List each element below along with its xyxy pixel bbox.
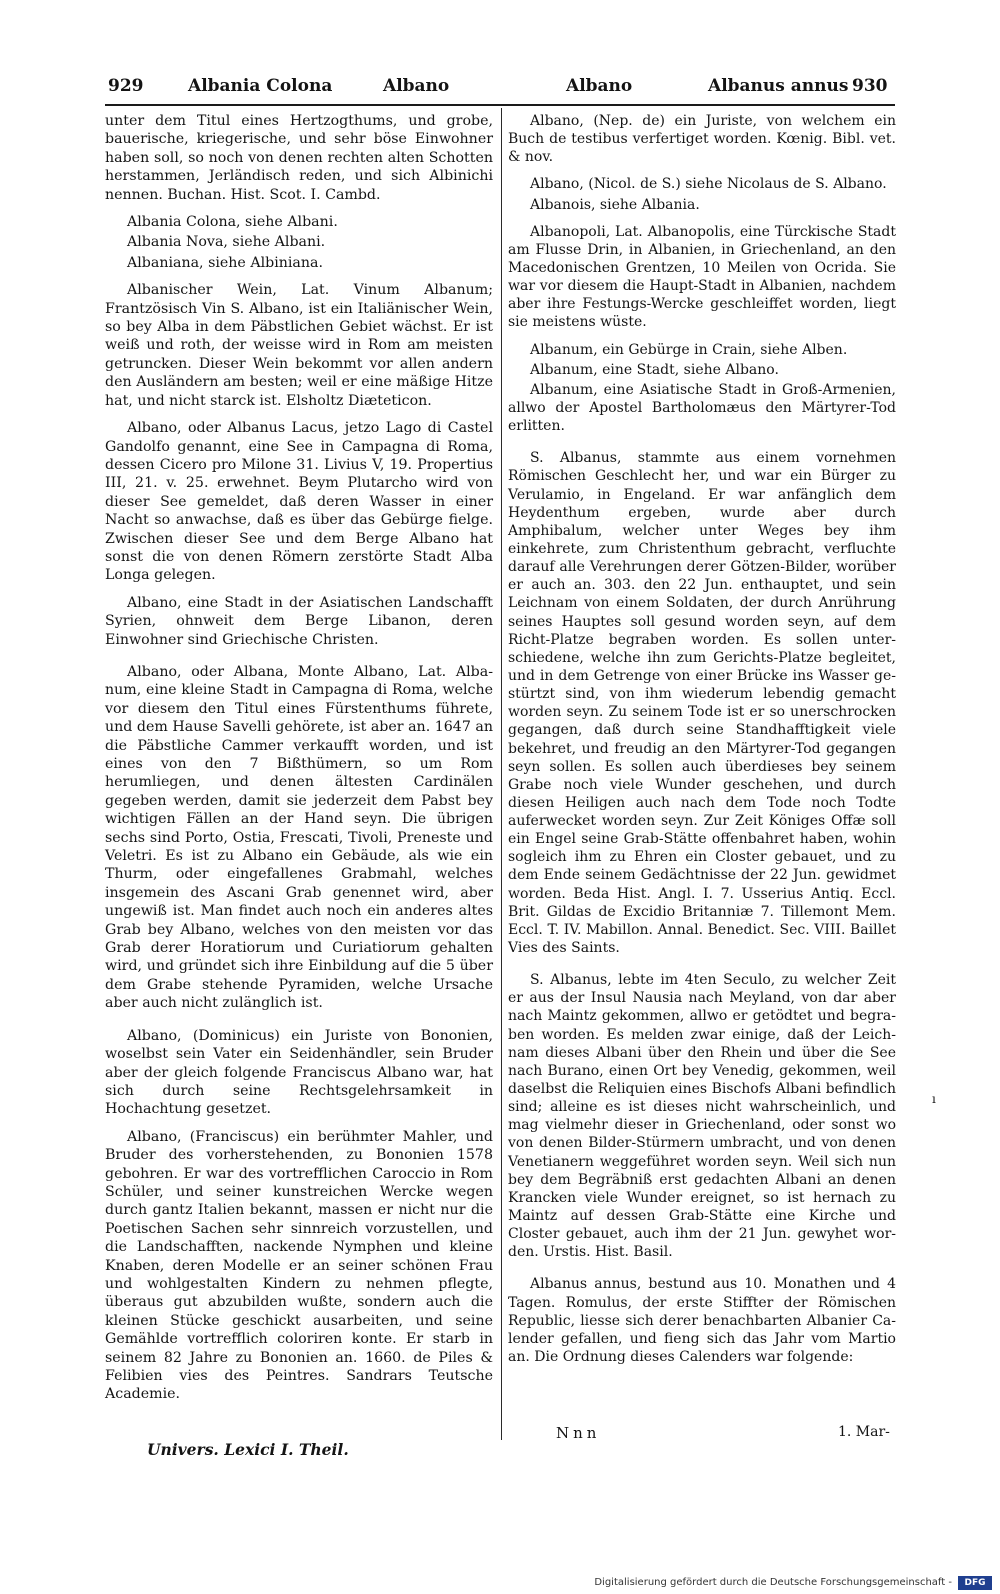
column-divider [501, 108, 502, 1440]
entry-albanopoli: Albanopoli, Lat. Albanopolis, eine Türckische Stadt am Flusse Drin, in Albanien, in Griechenland, an den Macedonischen Grentzen, 10 Meilen von Ocrida. Sie war vor diesem die Haupt-Stadt in Albanien, nachdem aber ihre Festungs-Wercke geschleiffet worden, liegt sie meistens wüste. [508, 223, 896, 331]
funding-credit: Digitalisierung gefördert durch die Deutsche Forschungsgemeinschaft - [594, 1577, 952, 1588]
left-page-number: 929 [108, 76, 144, 96]
entry-albano-franciscus: Albano, (Franciscus) ein berühmter Mahler, und Bruder des vorherstehenden, zu Bononien 1578 gebohren. Er war des vortrefflichen Caroccio in Rom Schüler, und seiner kunstreichen Wercke wegen durch gantz Italien bekannt, massen er nicht nur die Poetischen Sachen sehr sinnreich vorzustellen, und die Landschafften, nackende Nymphen und kleine Knaben, deren Modelle er an seiner schönen Frau und wohlgestalten Kindern zu nehmen pflegte, überaus gut abzubilden wußte, sondern auch die kleinen Stücke geschickt ausarbeiten, und seine Gemählde vortrefflich coloriren konte. Er starb in seinem 82 Jahre zu Bononien an. 1660. de Piles & Felibien vies des Peintres. Sandrars Teutsche Academie. [105, 1128, 493, 1403]
left-catchword-2: Albano [383, 76, 450, 96]
left-column [105, 112, 493, 1413]
entry-albanus-annus: Albanus annus, bestund aus 10. Monathen und 4 Tagen. Romulus, der erste Stiffter der Römischen Republic, liesse sich derer benachbarten Albanier Calender gefallen, und fieng sich das Jahr vom Martio an. Die Ordnung dieses Calenders war folgende: [508, 1276, 896, 1365]
gathering-mark: Nnn [556, 1424, 601, 1442]
entry-albaniana: Albaniana, siehe Albiniana. [127, 254, 323, 271]
catchword: 1. Mar- [838, 1424, 890, 1440]
running-header [100, 68, 900, 108]
entry-albano-dominicus: Albano, (Dominicus) ein Juriste von Bononien, woselbst sein Vater ein Seidenhändler, sein Bruder aber der gleich folgende Franciscus Albano war, hat sich durch seine Rechtsgelehrsamkeit in Hochachtung gesetzet. [105, 1027, 493, 1118]
entry-s-albanus-seculo: S. Albanus, lebte im 4ten Seculo, zu welcher Zeit er aus der Insul Nausia nach Meyland, von dar aber nach Maintz gekommen, allwo er getödtet und begraben worden. Es melden zwar einige, daß der Leichnam dieses Albani über den Rhein und über die See nach Burano, einen Ort bey Venedig, gekommen, weil daselbst die Reliquien eines Bischofs Albani befindlich sind; alleine es ist dieses nicht wahrscheinlich, und mag vielmehr dieser in Griechenland, oder sonst wo von denen Bilder-Stürmern umbracht, und von denen Venetianern weggeführet worden seyn. Weil sich nun bey dem Begräbniß erst gedachten Albani an denen Krancken viele Wunder ereignet, so ist hernach zu Maintz auf dessen Grab-Stätte eine Kirche und Closter gebauet, auch ihm der 21 Jun. gewyhet worden. Urstis. Hist. Basil. [508, 972, 896, 1261]
entry-albanischer-wein: Albanischer Wein, Lat. Vinum Albanum; Frantzösisch Vin S. Albano, ist ein Italiänischer Wein, so bey Alba in dem Päbstlichen Gebiet wächst. Er ist weiß und roth, der weisse wird in Rom am meisten getruncken. Dieser Wein bekommt vor allen andern den Ausländern am besten; weil er eine mäßige Hitze hat, und nicht starck ist. Elsholtz Diæteticon. [105, 282, 493, 409]
right-catchword-1: Albano [566, 76, 633, 96]
entry-s-albanus-engeland: S. Albanus, stammte aus einem vornehmen Römischen Geschlecht her, und war ein Bürger zu Verulamio, in Engeland. Er war anfänglich dem Heydenthum ergeben, wurde aber durch Amphibalum, welcher unter Weges bey ihm einkehrete, zum Christenthum gebracht, verfluchte darauf alle Verehrungen derer Götzen-Bilder, worüber er auch an. 303. den 22 Jun. enthauptet, und sein Leichnam von einem Soldaten, der durch Anrührung seines Hauptes soll gesund worden seyn, auf dem Richt-Platze begraben worden. Es sollen unterschiedene, welche ihn zum Gerichts-Platze begleitet, und in dem Getrenge von einer Brücke ins Wasser gestürtzt sind, von ihm wiederum lebendig gemacht worden seyn. Zu seinem Tode ist er so unerschrocken gegangen, daß durch seine Standhafftigkeit viele bekehret, und freudig an den Märtyrer-Tod gegangen seyn sollen. Es sollen auch überdieses bey seinem Grabe noch viele Wunder geschehen, und durch diesen Heiligen auch nach dem Tode noch Todte auferwecket worden seyn. Zur Zeit Königes Offæ soll ein Engel seine Grab-Stätte offenbahret haben, wohin sogleich ihm zu Ehren ein Closter gebauet, und zu dem Ende seinem Gedächtnisse der 22 Jun. gewidmet worden. Beda Hist. Angl. I. 7. Usserius Antiq. Eccl. Brit. Gildas de Excidio Britanniæ 7. Tillemont Mem. Eccl. T. IV. Mabillon. Annal. Benedict. Sec. VIII. Baillet Vies des Saints. [508, 450, 896, 957]
dfg-logo: DFG [958, 1576, 992, 1590]
entry-albano-syrien: Albano, eine Stadt in der Asiatischen Landschafft Syrien, ohnweit dem Berge Libanon, deren Einwohner sind Griechische Christen. [105, 594, 493, 648]
entry-albanum-gebuerge: Albanum, ein Gebürge in Crain, siehe Alben. [530, 341, 848, 358]
entry-albano-nicol: Albano, (Nicol. de S.) siehe Nicolaus de S. Albano. [530, 176, 887, 193]
entry-albania-cont: unter dem Titul eines Hertzogthums, und grobe, bauerische, kriegerische, und sehr böse Einwohner haben soll, so noch von denen rechten alten Schotten herstammen, Jerländisch reden, und sich Albinichi nennen. Buchan. Hist. Scot. I. Cambd. [105, 113, 493, 203]
header-rule [105, 104, 895, 106]
left-catchword-1: Albania Colona [188, 76, 333, 96]
right-page-number: 930 [852, 76, 888, 96]
right-column [508, 112, 896, 1375]
volume-signature: Univers. Lexici I. Theil. [147, 1440, 349, 1459]
entry-albano-nep: Albano, (Nep. de) ein Juriste, von welchem ein Buch de testibus verfertiget worden. Kœnig. Bibl. vet. & nov. [508, 113, 896, 166]
right-catchword-2: Albanus annus [708, 76, 849, 96]
entry-albano-stadt: Albano, oder Albana, Monte Albano, Lat. Albanum, eine kleine Stadt in Campagna di Roma, welche vor diesem den Titul eines Fürstenthums führete, und dem Hause Savelli gehörete, ist aber an. 1647 an die Päbstliche Cammer verkaufft worden, und ist eines von den 7 Bißthümern, so um Rom herumliegen, und denen ältesten Cardinälen gegeben werden, damit sie jederzeit dem Pabst bey wichtigen Fällen an der Hand seyn. Die übrigen sechs sind Porto, Ostia, Frescati, Tivoli, Preneste und Veletri. Es ist zu Albano ein Gebäude, als wie ein Thurm, oder eingefallenes Grabmahl, welches insgemein des Ascani Grab genennet wird, aber ungewiß ist. Man findet auch noch ein anderes altes Grab bey Albano, welches von den meisten vor das Grab derer Horatiorum und Curiatiorum gehalten wird, und gründet sich ihre Einbildung auf die 5 über dem Grabe stehende Pyramiden, welche Ursache aber auch nicht zulänglich ist. [105, 663, 493, 1012]
entry-albanum-armenien: Albanum, eine Asiatische Stadt in Groß-Armenien, allwo der Apostel Bartholomæus den Märtyrer-Tod erlitten. [508, 381, 896, 435]
entry-albanum-stadt: Albanum, eine Stadt, siehe Albano. [530, 361, 779, 378]
entry-albano-lacus: Albano, oder Albanus Lacus, jetzo Lago di Castel Gandolfo genannt, eine See in Campagna di Roma, dessen Cicero pro Milone 31. Livius V, 19. Propertius III, 21. v. 25. erwehnet. Beym Plutarcho wird von dieser See gemeldet, daß deren Wasser in einer Nacht so anwachse, daß es über das Gebürge fielge. Zwischen dieser See und dem Berge Albano hat sonst die von denen Römern zerstörte Stadt Alba Longa gelegen. [105, 420, 493, 584]
entry-albanois: Albanois, siehe Albania. [530, 196, 700, 213]
entry-albania-nova: Albania Nova, siehe Albani. [127, 234, 326, 251]
margin-mark: ı [932, 1092, 936, 1106]
entry-albania-colona: Albania Colona, siehe Albani. [127, 214, 338, 231]
